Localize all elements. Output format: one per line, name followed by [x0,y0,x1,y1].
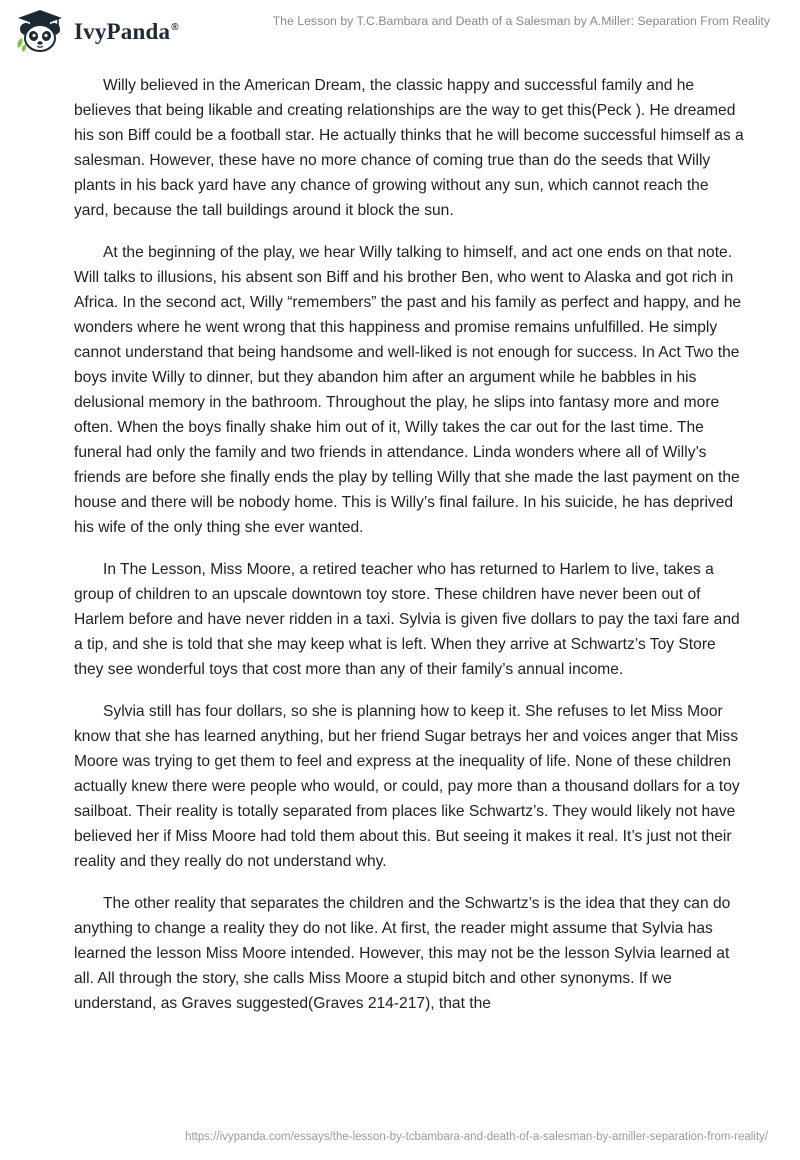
footer-source-url[interactable]: https://ivypanda.com/essays/the-lesson-by-tcbambara-and-death-of-a-salesman-by-amiller-separation-from-reality/ [185,1131,768,1143]
ivypanda-logo[interactable] [14,8,179,54]
page-header [0,0,800,60]
document-title: The Lesson by T.C.Bambara and Death of a Salesman by A.Miller: Separation From Reality [272,14,770,28]
panda-graduate-icon [14,8,66,54]
essay-body [74,73,746,1033]
logo-text: IvyPanda® [74,19,179,44]
paragraph: Sylvia still has four dollars, so she is planning how to keep it. She refuses to let Miss Moor know that she has learned anything, but her friend Sugar betrays her and voices anger that Miss Moore was trying to get them to feel and express at the inequality of life. None of these children actually knew there were people who would, or could, pay more than a thousand dollars for a toy sailboat. Their reality is totally separated from places like Schwartz’s. They would likely not have believed her if Miss Moore had told them about this. But seeing it makes it real. It’s just not their reality and they really do not understand why. [74,703,740,870]
paragraph: The other reality that separates the children and the Schwartz’s is the idea that they can do anything to change a reality they do not like. At first, the reader might assume that Sylvia has learned the lesson Miss Moore intended. However, this may not be the lesson Sylvia learned at all. All through the story, she calls Miss Moore a stupid bitch and other synonyms. If we understand, as Graves suggested(Graves 214-217), that the [74,895,731,1012]
paragraph: In The Lesson, Miss Moore, a retired teacher who has returned to Harlem to live, takes a group of children to an upscale downtown toy store. These children have never been out of Harlem before and have never ridden in a taxi. Sylvia is given five dollars to pay the taxi fare and a tip, and she is told that she may keep what is left. When they arrive at Schwartz’s Toy Store they see wonderful toys that cost more than any of their family’s annual income. [74,561,740,678]
paragraph: Willy believed in the American Dream, the classic happy and successful family and he believes that being likable and creating relationships are the way to get this(Peck ). He dreamed his son Biff could be a football star. He actually thinks that he will become successful himself as a salesman. However, these have no more chance of coming true than do the seeds that Willy plants in his back yard have any chance of growing without any sun, which cannot reach the yard, because the tall buildings around it block the sun. [74,77,744,219]
paragraph: At the beginning of the play, we hear Willy talking to himself, and act one ends on that note. Will talks to illusions, his absent son Biff and his brother Ben, who went to Alaska and got rich in Africa. In the second act, Willy “remembers” the past and his family as perfect and happy, and he wonders where he went wrong that this happiness and promise remains unfulfilled. He simply cannot understand that being handsome and well-liked is not enough for success. In Act Two the boys invite Willy to dinner, but they abandon him after an argument while he babbles in his delusional memory in the bathroom. Throughout the play, he slips into fantasy more and more often. When the boys finally shake him out of it, Willy takes the car out for the last time. The funeral had only the family and two friends in attendance. Linda wonders where all of Willy’s friends are before she finally ends the play by telling Willy that she made the last payment on the house and there will be nobody home. This is Willy’s final failure. In his suicide, he has deprived his wife of the only thing she ever wanted. [74,244,742,536]
